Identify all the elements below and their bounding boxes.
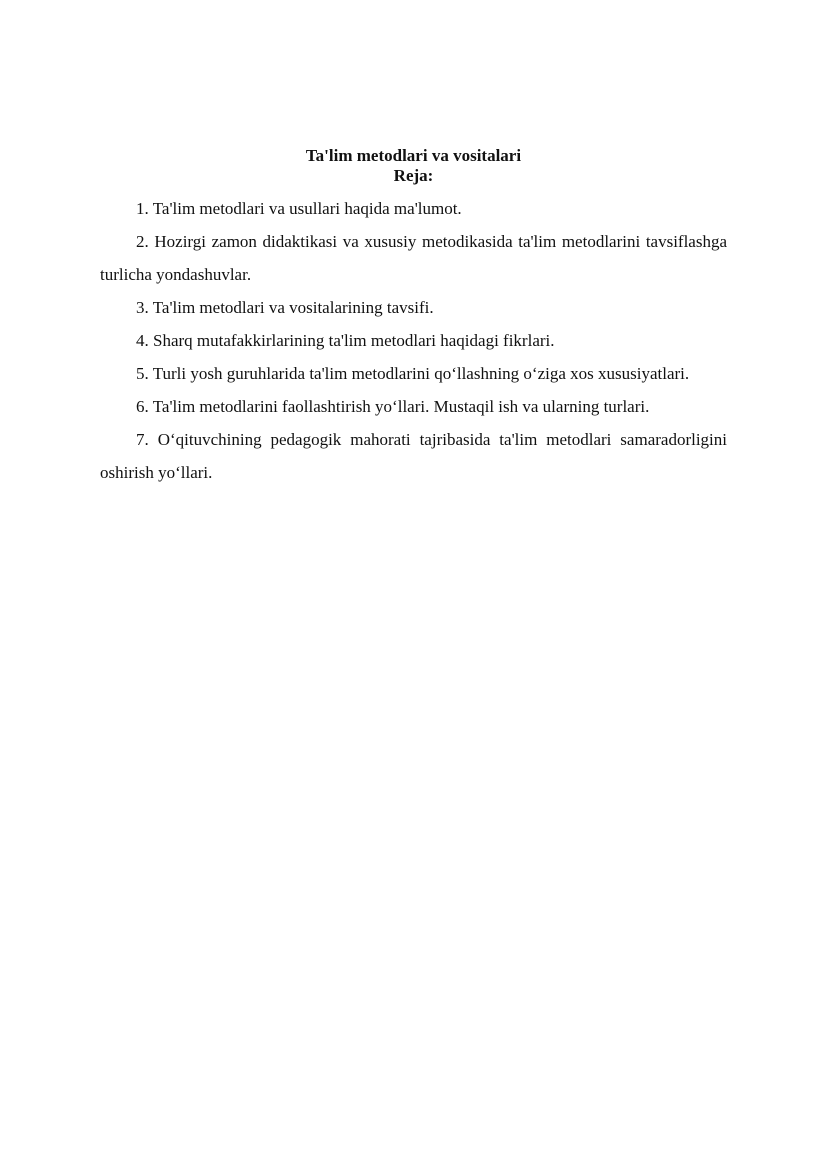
plan-item-number: 6. bbox=[136, 397, 149, 416]
plan-item bbox=[100, 357, 727, 390]
plan-item-number: 5. bbox=[136, 364, 149, 383]
plan-item bbox=[100, 291, 727, 324]
plan-item-text: Turli yosh guruhlarida ta'lim metodlarini qo‘llashning o‘ziga xos xususiyatlari. bbox=[152, 364, 690, 383]
plan-item-number: 3. bbox=[136, 298, 149, 317]
plan-item-text: Ta'lim metodlari va usullari haqida ma'lumot. bbox=[152, 199, 462, 218]
plan-item-text: Ta'lim metodlari va vositalarining tavsifi. bbox=[152, 298, 434, 317]
plan-list bbox=[100, 192, 727, 489]
plan-item bbox=[100, 324, 727, 357]
plan-item-number: 2. bbox=[136, 232, 149, 251]
plan-item bbox=[100, 390, 727, 423]
plan-heading: Reja: bbox=[393, 166, 434, 185]
plan-item-text: Sharq mutafakkirlarining ta'lim metodlari haqidagi fikrlari. bbox=[153, 331, 555, 350]
plan-item-number: 7. bbox=[136, 430, 149, 449]
document-title: Ta'lim metodlari va vositalari bbox=[305, 146, 522, 165]
plan-item bbox=[100, 192, 727, 225]
plan-item-text: Hozirgi zamon didaktikasi va xususiy metodikasida ta'lim metodlarini tavsiflashga turlicha yondashuvlar. bbox=[100, 232, 728, 284]
document-page bbox=[100, 146, 727, 489]
plan-item-text: Ta'lim metodlarini faollashtirish yo‘llari. Mustaqil ish va ularning turlari. bbox=[152, 397, 650, 416]
plan-item-number: 4. bbox=[136, 331, 149, 350]
plan-item-number: 1. bbox=[136, 199, 149, 218]
plan-item-text: O‘qituvchining pedagogik mahorati tajribasida ta'lim metodlari samaradorligini oshirish yo‘llari. bbox=[100, 430, 727, 482]
plan-item bbox=[100, 225, 727, 291]
plan-item bbox=[100, 423, 727, 489]
